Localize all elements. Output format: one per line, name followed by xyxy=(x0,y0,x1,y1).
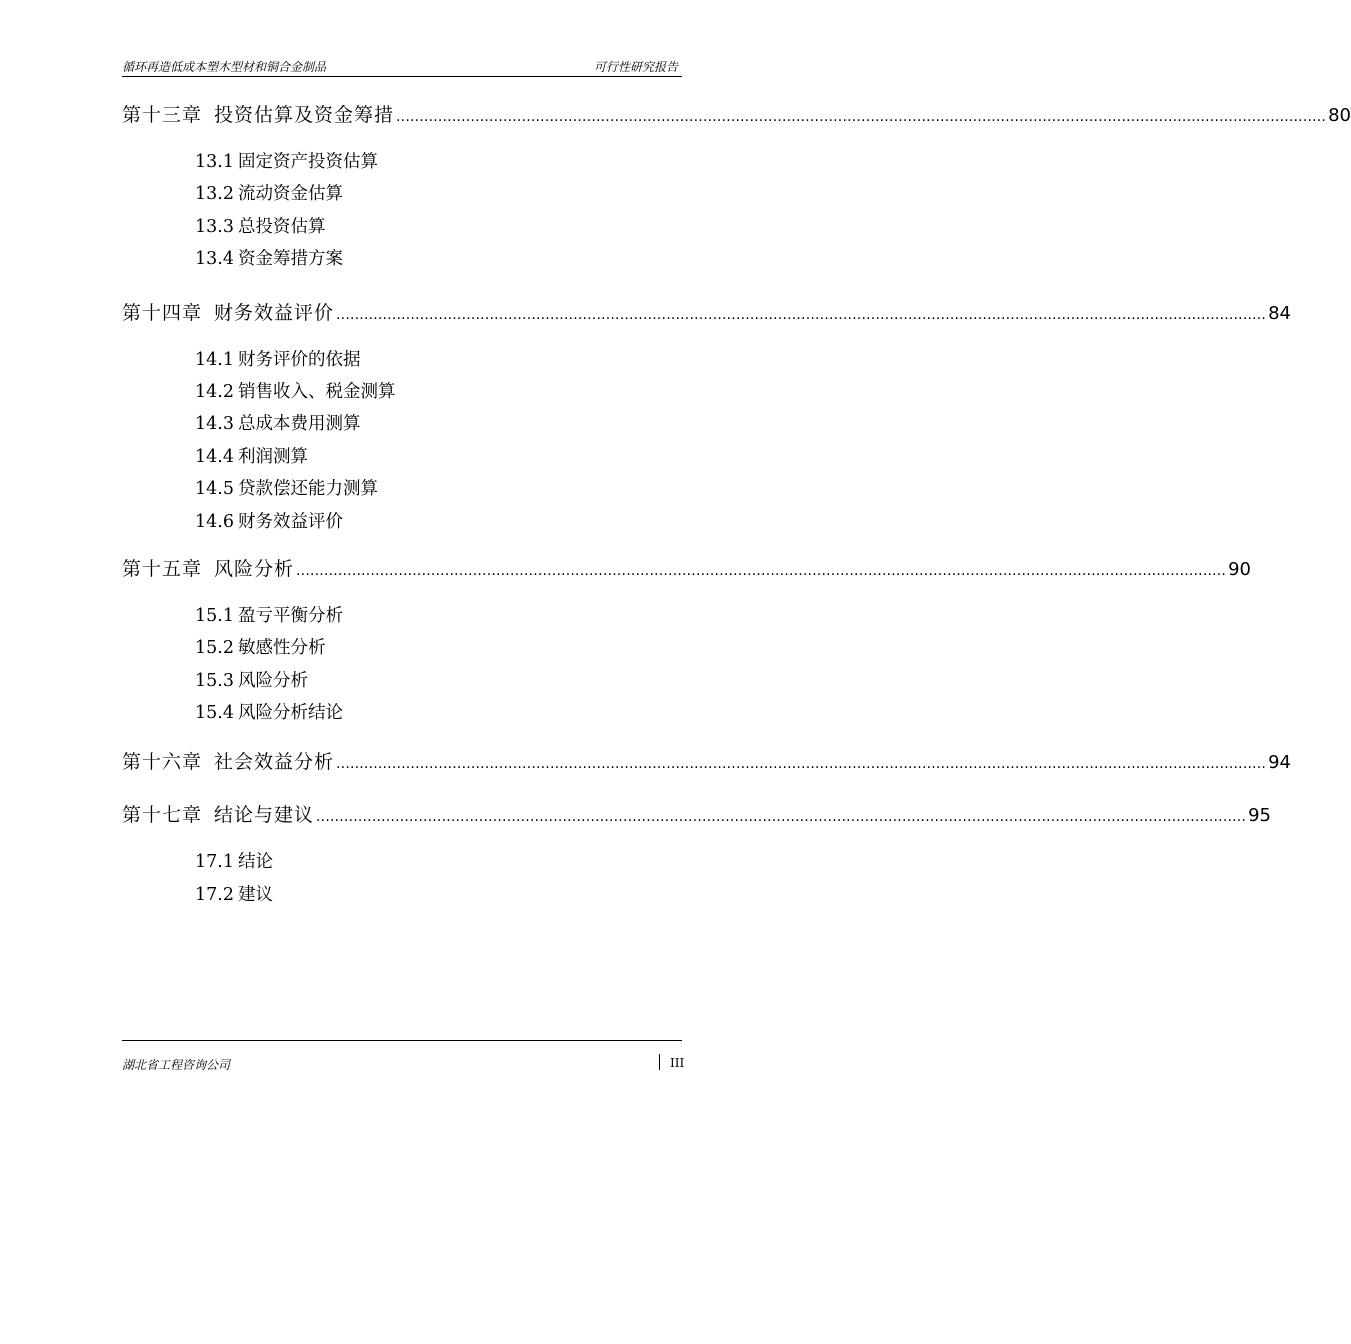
toc-section-entry[interactable] xyxy=(195,506,684,538)
section-number: 14.5 xyxy=(195,479,234,500)
toc-section-entry[interactable] xyxy=(195,879,684,911)
toc-section-entry[interactable] xyxy=(195,665,684,697)
chapter-number: 第十三章 xyxy=(122,104,203,126)
chapter-spacer xyxy=(122,783,684,800)
chapter-sections xyxy=(122,344,684,538)
section-title: 风险分析 xyxy=(237,670,308,691)
footer-divider xyxy=(122,1040,682,1041)
section-title: 财务评价的依据 xyxy=(237,349,361,370)
section-number: 14.2 xyxy=(195,381,234,402)
toc-section-entry[interactable] xyxy=(195,441,684,473)
dot-leader: ........................................................................................................................................................................................................ xyxy=(396,109,1327,125)
toc-section-entry[interactable] xyxy=(195,178,684,210)
section-number: 13.2 xyxy=(195,184,234,205)
toc-section-entry[interactable] xyxy=(195,408,684,440)
section-title: 总投资估算 xyxy=(237,216,326,237)
toc-chapter-entry[interactable] xyxy=(122,800,1271,836)
chapter-title: 风险分析 xyxy=(214,557,295,580)
section-title: 销售收入、税金测算 xyxy=(237,381,396,402)
chapter-sections xyxy=(122,146,684,276)
section-title: 风险分析结论 xyxy=(237,703,343,724)
section-number: 15.2 xyxy=(195,638,234,659)
chapter-sections xyxy=(122,600,684,730)
section-title: 盈亏平衡分析 xyxy=(237,605,343,626)
toc-section-entry[interactable] xyxy=(195,243,684,275)
toc-section-entry[interactable] xyxy=(195,146,684,178)
chapter-sections xyxy=(122,846,684,911)
page-header xyxy=(122,56,682,77)
toc-section-entry[interactable] xyxy=(195,846,684,878)
toc-chapter-entry[interactable] xyxy=(122,554,1251,590)
section-number: 14.6 xyxy=(195,511,234,532)
table-of-contents xyxy=(122,100,1351,911)
section-title: 总成本费用测算 xyxy=(237,414,361,435)
section-title: 资金筹措方案 xyxy=(237,249,343,270)
chapter-title: 结论与建议 xyxy=(214,804,315,827)
footer-company: 湖北省工程咨询公司 xyxy=(122,1058,231,1072)
toc-section-entry[interactable] xyxy=(195,632,684,664)
section-number: 14.4 xyxy=(195,446,234,467)
section-number: 13.3 xyxy=(195,216,234,237)
toc-chapter-entry[interactable] xyxy=(122,100,1351,136)
section-title: 贷款偿还能力测算 xyxy=(237,479,378,500)
chapter-title: 财务效益评价 xyxy=(214,301,335,324)
section-number: 15.1 xyxy=(195,605,234,626)
chapter-number: 第十四章 xyxy=(122,301,203,324)
section-number: 15.4 xyxy=(195,703,234,724)
chapter-page-number: 84 xyxy=(1268,302,1291,324)
toc-chapter-entry[interactable] xyxy=(122,298,1291,334)
toc-section-entry[interactable] xyxy=(195,473,684,505)
chapter-page-number: 95 xyxy=(1248,805,1271,827)
dot-leader: ........................................................................................................................................................................................................ xyxy=(336,756,1267,773)
chapter-number: 第十七章 xyxy=(122,804,203,827)
footer-separator xyxy=(659,1054,660,1070)
section-number: 14.3 xyxy=(195,414,234,435)
section-title: 流动资金估算 xyxy=(237,184,343,205)
toc-section-entry[interactable] xyxy=(195,600,684,632)
section-title: 利润测算 xyxy=(237,446,308,467)
section-number: 17.2 xyxy=(195,884,234,905)
chapter-page-number: 80 xyxy=(1328,105,1351,126)
chapter-number: 第十五章 xyxy=(122,557,203,580)
footer-page-number: III xyxy=(670,1056,685,1070)
chapter-page-number: 90 xyxy=(1228,558,1251,580)
section-number: 17.1 xyxy=(195,852,234,873)
chapter-number: 第十六章 xyxy=(122,751,203,774)
section-number: 13.1 xyxy=(195,152,234,172)
toc-section-entry[interactable] xyxy=(195,697,684,729)
dot-leader: ........................................................................................................................................................................................................ xyxy=(296,562,1227,579)
section-title: 固定资产投资估算 xyxy=(237,152,378,172)
section-number: 13.4 xyxy=(195,249,234,270)
section-title: 财务效益评价 xyxy=(237,511,343,532)
section-title: 敏感性分析 xyxy=(237,638,326,659)
chapter-title: 投资估算及资金筹措 xyxy=(214,104,395,126)
header-report-type: 可行性研究报告 xyxy=(593,60,678,74)
section-number: 15.3 xyxy=(195,670,234,691)
toc-section-entry[interactable] xyxy=(195,376,684,408)
dot-leader: ........................................................................................................................................................................................................ xyxy=(336,306,1267,323)
chapter-title: 社会效益分析 xyxy=(214,751,335,774)
toc-chapter-entry[interactable] xyxy=(122,747,1291,783)
toc-section-entry[interactable] xyxy=(195,211,684,243)
section-title: 结论 xyxy=(237,852,273,873)
dot-leader: ........................................................................................................................................................................................................ xyxy=(316,809,1247,826)
section-title: 建议 xyxy=(237,884,273,905)
chapter-page-number: 94 xyxy=(1268,752,1291,774)
header-document-title: 循环再造低成本塑木型材和铜合金制品 xyxy=(122,60,327,74)
toc-section-entry[interactable] xyxy=(195,344,684,376)
section-number: 14.1 xyxy=(195,349,234,370)
